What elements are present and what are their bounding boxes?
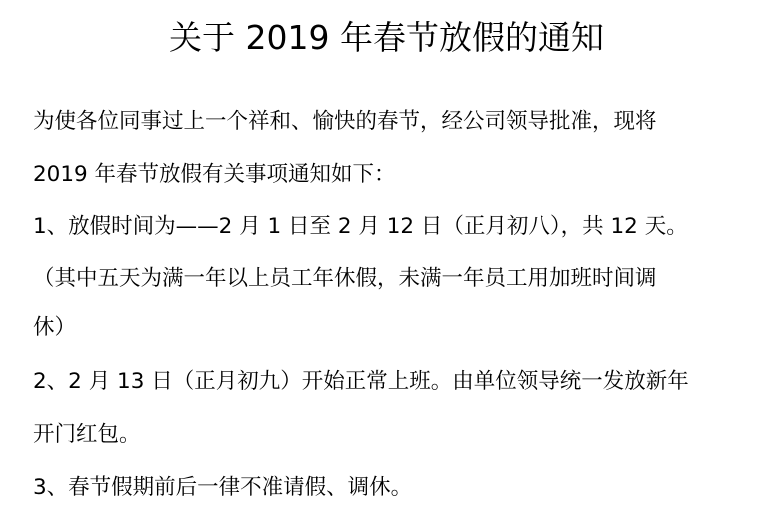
notice-line-8: 3、春节假期前后一律不准请假、调休。 — [33, 475, 413, 500]
notice-title: 关于 2019 年春节放假的通知 — [169, 18, 604, 57]
notice-line-1: 为使各位同事过上一个祥和、愉快的春节，经公司领导批准，现将 — [33, 109, 657, 134]
notice-line-7: 开门红包。 — [33, 422, 141, 447]
notice-line-4: （其中五天为满一年以上员工年休假，未满一年员工用加班时间调 — [33, 266, 657, 291]
notice-line-6: 2、2 月 13 日（正月初九）开始正常上班。由单位领导统一发放新年 — [33, 369, 689, 394]
notice-line-3: 1、放假时间为——2 月 1 日至 2 月 12 日（正月初八），共 12 天。 — [33, 214, 688, 239]
notice-line-2: 2019 年春节放假有关事项通知如下： — [33, 162, 396, 187]
notice-line-5: 休） — [33, 315, 77, 340]
